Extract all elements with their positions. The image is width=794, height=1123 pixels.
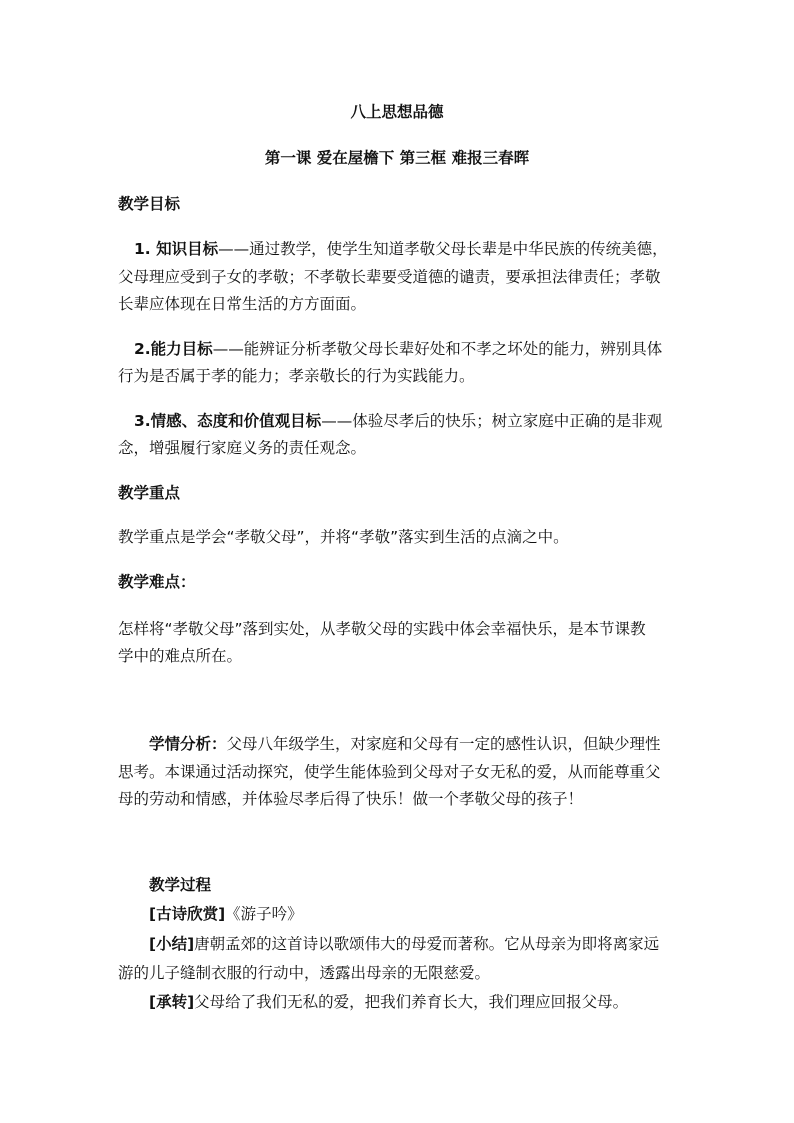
analysis-line-2: 思考。本课通过活动探究，使学生能体验到父母对子女无私的爱，从而能尊重父 — [118, 763, 661, 781]
key-point-text: 教学重点是学会“孝敬父母”，并将“孝敬”落实到生活的点滴之中。 — [118, 528, 569, 546]
poem-line — [149, 904, 794, 924]
difficulty-line-1: 怎样将“孝敬父母”落到实处，从孝敬父母的实践中体会幸福快乐，是本节课教 — [118, 620, 646, 638]
section-heading-process: 教学过程 — [149, 876, 212, 894]
summary-label: [小结] — [149, 935, 195, 953]
objective-3-text: ——体验尽孝后的快乐；树立家庭中正确的是非观 — [321, 412, 663, 430]
summary-line-2: 游的儿子缝制衣服的行动中，透露出母亲的无限慈爱。 — [118, 964, 491, 982]
transition-text: 父母给了我们无私的爱，把我们养育长大，我们理应回报父母。 — [194, 993, 629, 1011]
poem-title: 《游子吟》 — [225, 905, 303, 923]
objective-3-label: 3.情感、态度和价值观目标 — [134, 412, 322, 430]
objective-1-text: ——通过教学，使学生知道孝敬父母长辈是中华民族的传统美德， — [218, 240, 668, 258]
summary-text: 唐朝孟郊的这首诗以歌颂伟大的母爱而著称。它从母亲为即将离家远 — [194, 935, 660, 953]
objective-2-line-1 — [134, 339, 794, 359]
page-title: 八上思想品德 — [350, 103, 444, 121]
objective-1-line-2: 父母理应受到子女的孝敬；不孝敬长辈要受道德的谴责，要承担法律责任；孝敬 — [118, 268, 661, 286]
objective-3-line-1 — [134, 411, 794, 431]
section-heading-difficulty: 教学难点： — [118, 573, 196, 591]
objective-2-label: 2.能力目标 — [134, 340, 213, 358]
transition-line — [149, 992, 794, 1012]
lesson-subtitle: 第一课 爱在屋檐下 第三框 难报三春晖 — [264, 149, 530, 167]
analysis-text: 父母八年级学生，对家庭和父母有一定的感性认识，但缺少理性 — [226, 735, 661, 753]
objective-2-text: ——能辨证分析孝敬父母长辈好处和不孝之坏处的能力，辨别具体 — [212, 340, 663, 358]
objective-3-line-2: 念，增强履行家庭义务的责任观念。 — [118, 439, 367, 457]
analysis-line-3: 母的劳动和情感，并体验尽孝后得了快乐！做一个孝敬父母的孩子！ — [118, 790, 584, 808]
objective-1-label: 1. 知识目标 — [134, 240, 219, 258]
analysis-label: 学情分析： — [149, 735, 227, 753]
analysis-line-1 — [149, 734, 794, 754]
section-heading-objectives: 教学目标 — [118, 195, 181, 213]
objective-1-line-1 — [134, 239, 794, 259]
difficulty-line-2: 学中的难点所在。 — [118, 647, 243, 665]
objective-1-line-3: 长辈应体现在日常生活的方方面面。 — [118, 295, 367, 313]
summary-line-1 — [149, 934, 794, 954]
section-heading-key-point: 教学重点 — [118, 484, 181, 502]
objective-2-line-2: 行为是否属于孝的能力；孝亲敬长的行为实践能力。 — [118, 367, 475, 385]
poem-label: [古诗欣赏] — [149, 905, 226, 923]
transition-label: [承转] — [149, 993, 195, 1011]
